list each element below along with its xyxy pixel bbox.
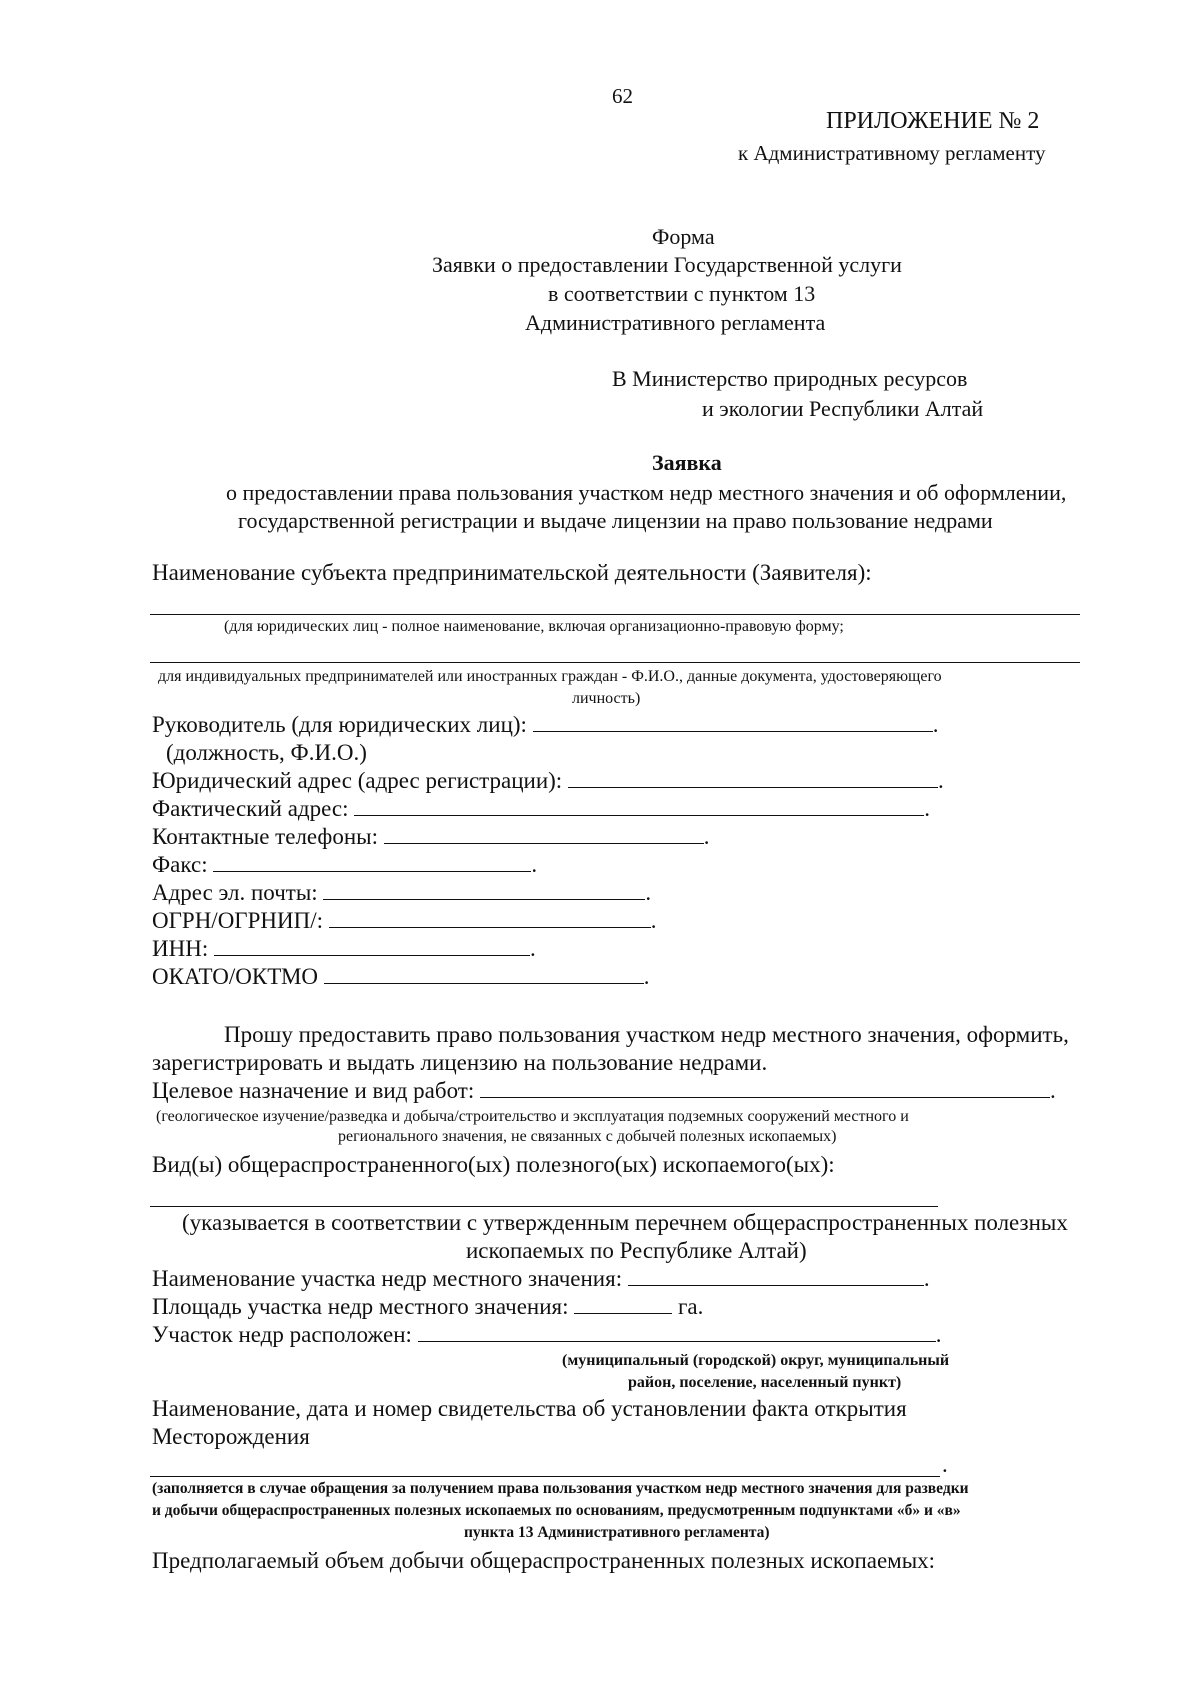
minerals-note1: (указывается в соответствии с утвержденным перечнем общераспространенных полезных bbox=[182, 1210, 1068, 1235]
certificate-input[interactable] bbox=[150, 1476, 940, 1477]
phones-input[interactable] bbox=[384, 842, 704, 844]
application-title: Заявка bbox=[652, 450, 722, 475]
form-header-line2: Заявки о предоставлении Государственной услуги bbox=[432, 252, 902, 277]
form-header-line1: Форма bbox=[652, 224, 715, 249]
appendix-subtitle: к Административному регламенту bbox=[738, 141, 1046, 165]
application-subtitle1: о предоставлении права пользования участком недр местного значения и об оформлении, bbox=[226, 480, 1067, 505]
phones-label: Контактные телефоны: bbox=[152, 824, 378, 849]
inn-label: ИНН: bbox=[152, 936, 209, 961]
ogrn-input[interactable] bbox=[329, 926, 651, 928]
certificate-dot: . bbox=[942, 1452, 948, 1477]
site-location-field: Участок недр расположен: . bbox=[152, 1322, 942, 1347]
actual-address-input[interactable] bbox=[354, 814, 924, 816]
minerals-note2: ископаемых по Республике Алтай) bbox=[466, 1238, 807, 1263]
purpose-input[interactable] bbox=[480, 1096, 1050, 1098]
site-area-field bbox=[152, 1294, 703, 1320]
email-label: Адрес эл. почты: bbox=[152, 880, 318, 905]
purpose-label: Целевое назначение и вид работ: bbox=[152, 1078, 475, 1103]
appendix-title: ПРИЛОЖЕНИЕ № 2 bbox=[826, 108, 1040, 134]
location-note1: (муниципальный (городской) округ, муниципальный bbox=[562, 1352, 950, 1369]
applicant-note2a: для индивидуальных предпринимателей или иностранных граждан - Ф.И.О., данные документа, удостоверяющего bbox=[158, 668, 942, 685]
certificate-line1: Наименование, дата и номер свидетельства об установлении факта открытия bbox=[152, 1396, 907, 1421]
legal-address-input[interactable] bbox=[568, 786, 938, 788]
okato-input[interactable] bbox=[324, 982, 644, 984]
purpose-note1: (геологическое изучение/разведка и добыча/строительство и эксплуатация подземных сооружений местного и bbox=[156, 1108, 909, 1125]
site-area-label: Площадь участка недр местного значения: bbox=[152, 1294, 569, 1319]
site-location-input[interactable] bbox=[418, 1340, 936, 1342]
email-field: Адрес эл. почты: . bbox=[152, 880, 652, 905]
application-subtitle2: государственной регистрации и выдаче лицензии на право пользование недрами bbox=[238, 508, 993, 533]
site-area-unit: га. bbox=[678, 1294, 704, 1319]
fax-field: Факс: . bbox=[152, 852, 538, 877]
ogrn-label: ОГРН/ОГРНИП/: bbox=[152, 908, 324, 933]
head-field: Руководитель (для юридических лиц): . bbox=[152, 712, 939, 737]
cert-note3: пункта 13 Административного регламента) bbox=[464, 1524, 770, 1541]
okato-label: ОКАТО/ОКТМО bbox=[152, 964, 319, 989]
applicant-note2b: личность) bbox=[572, 690, 641, 707]
inn-field: ИНН: . bbox=[152, 936, 536, 961]
cert-note2: и добычи общераспространенных полезных ископаемых по основаниям, предусмотренным подпунктами «б» и «в» bbox=[152, 1502, 961, 1519]
purpose-note2: регионального значения, не связанных с добычей полезных ископаемых) bbox=[338, 1128, 837, 1145]
certificate-line2: Месторождения bbox=[152, 1424, 310, 1449]
page-number: 62 bbox=[612, 84, 633, 108]
location-note2: район, поселение, населенный пункт) bbox=[628, 1374, 902, 1391]
okato-field: ОКАТО/ОКТМО . bbox=[152, 964, 650, 989]
actual-address-label: Фактический адрес: bbox=[152, 796, 349, 821]
form-header-line4: Административного регламента bbox=[525, 310, 826, 335]
addressee-line1: В Министерство природных ресурсов bbox=[612, 366, 968, 391]
applicant-name-line2[interactable] bbox=[150, 662, 1080, 663]
site-name-label: Наименование участка недр местного значения: bbox=[152, 1266, 623, 1291]
head-label: Руководитель (для юридических лиц): bbox=[152, 712, 527, 737]
volume-label: Предполагаемый объем добычи общераспространенных полезных ископаемых: bbox=[152, 1548, 936, 1573]
email-input[interactable] bbox=[323, 898, 645, 900]
addressee-line2: и экологии Республики Алтай bbox=[702, 396, 984, 421]
head-input[interactable] bbox=[533, 730, 933, 732]
applicant-label: Наименование субъекта предпринимательской деятельности (Заявителя): bbox=[152, 560, 872, 585]
actual-address-field: Фактический адрес: . bbox=[152, 796, 930, 821]
site-name-field: Наименование участка недр местного значения: . bbox=[152, 1266, 930, 1291]
applicant-name-line[interactable] bbox=[150, 614, 1080, 615]
request-line2: зарегистрировать и выдать лицензию на пользование недрами. bbox=[152, 1050, 768, 1075]
ogrn-field: ОГРН/ОГРНИП/: . bbox=[152, 908, 657, 933]
purpose-field: Целевое назначение и вид работ: . bbox=[152, 1078, 1056, 1103]
fax-input[interactable] bbox=[213, 870, 531, 872]
site-area-input[interactable] bbox=[574, 1312, 672, 1314]
site-location-label: Участок недр расположен: bbox=[152, 1322, 412, 1347]
phones-field: Контактные телефоны: . bbox=[152, 824, 710, 849]
minerals-label: Вид(ы) общераспространенного(ых) полезного(ых) ископаемого(ых): bbox=[152, 1152, 835, 1177]
request-line1: Прошу предоставить право пользования участком недр местного значения, оформить, bbox=[224, 1022, 1069, 1047]
legal-address-label: Юридический адрес (адрес регистрации): bbox=[152, 768, 563, 793]
form-header-line3: в соответствии с пунктом 13 bbox=[548, 281, 816, 306]
fax-label: Факс: bbox=[152, 852, 208, 877]
cert-note1: (заполняется в случае обращения за получением права пользования участком недр местного значения для разведки bbox=[152, 1480, 969, 1497]
site-name-input[interactable] bbox=[628, 1284, 924, 1286]
inn-input[interactable] bbox=[214, 954, 530, 956]
legal-address-field: Юридический адрес (адрес регистрации): . bbox=[152, 768, 944, 793]
applicant-note1: (для юридических лиц - полное наименование, включая организационно-правовую форму; bbox=[224, 618, 844, 635]
head-note: (должность, Ф.И.О.) bbox=[166, 740, 367, 765]
minerals-input[interactable] bbox=[150, 1206, 938, 1207]
